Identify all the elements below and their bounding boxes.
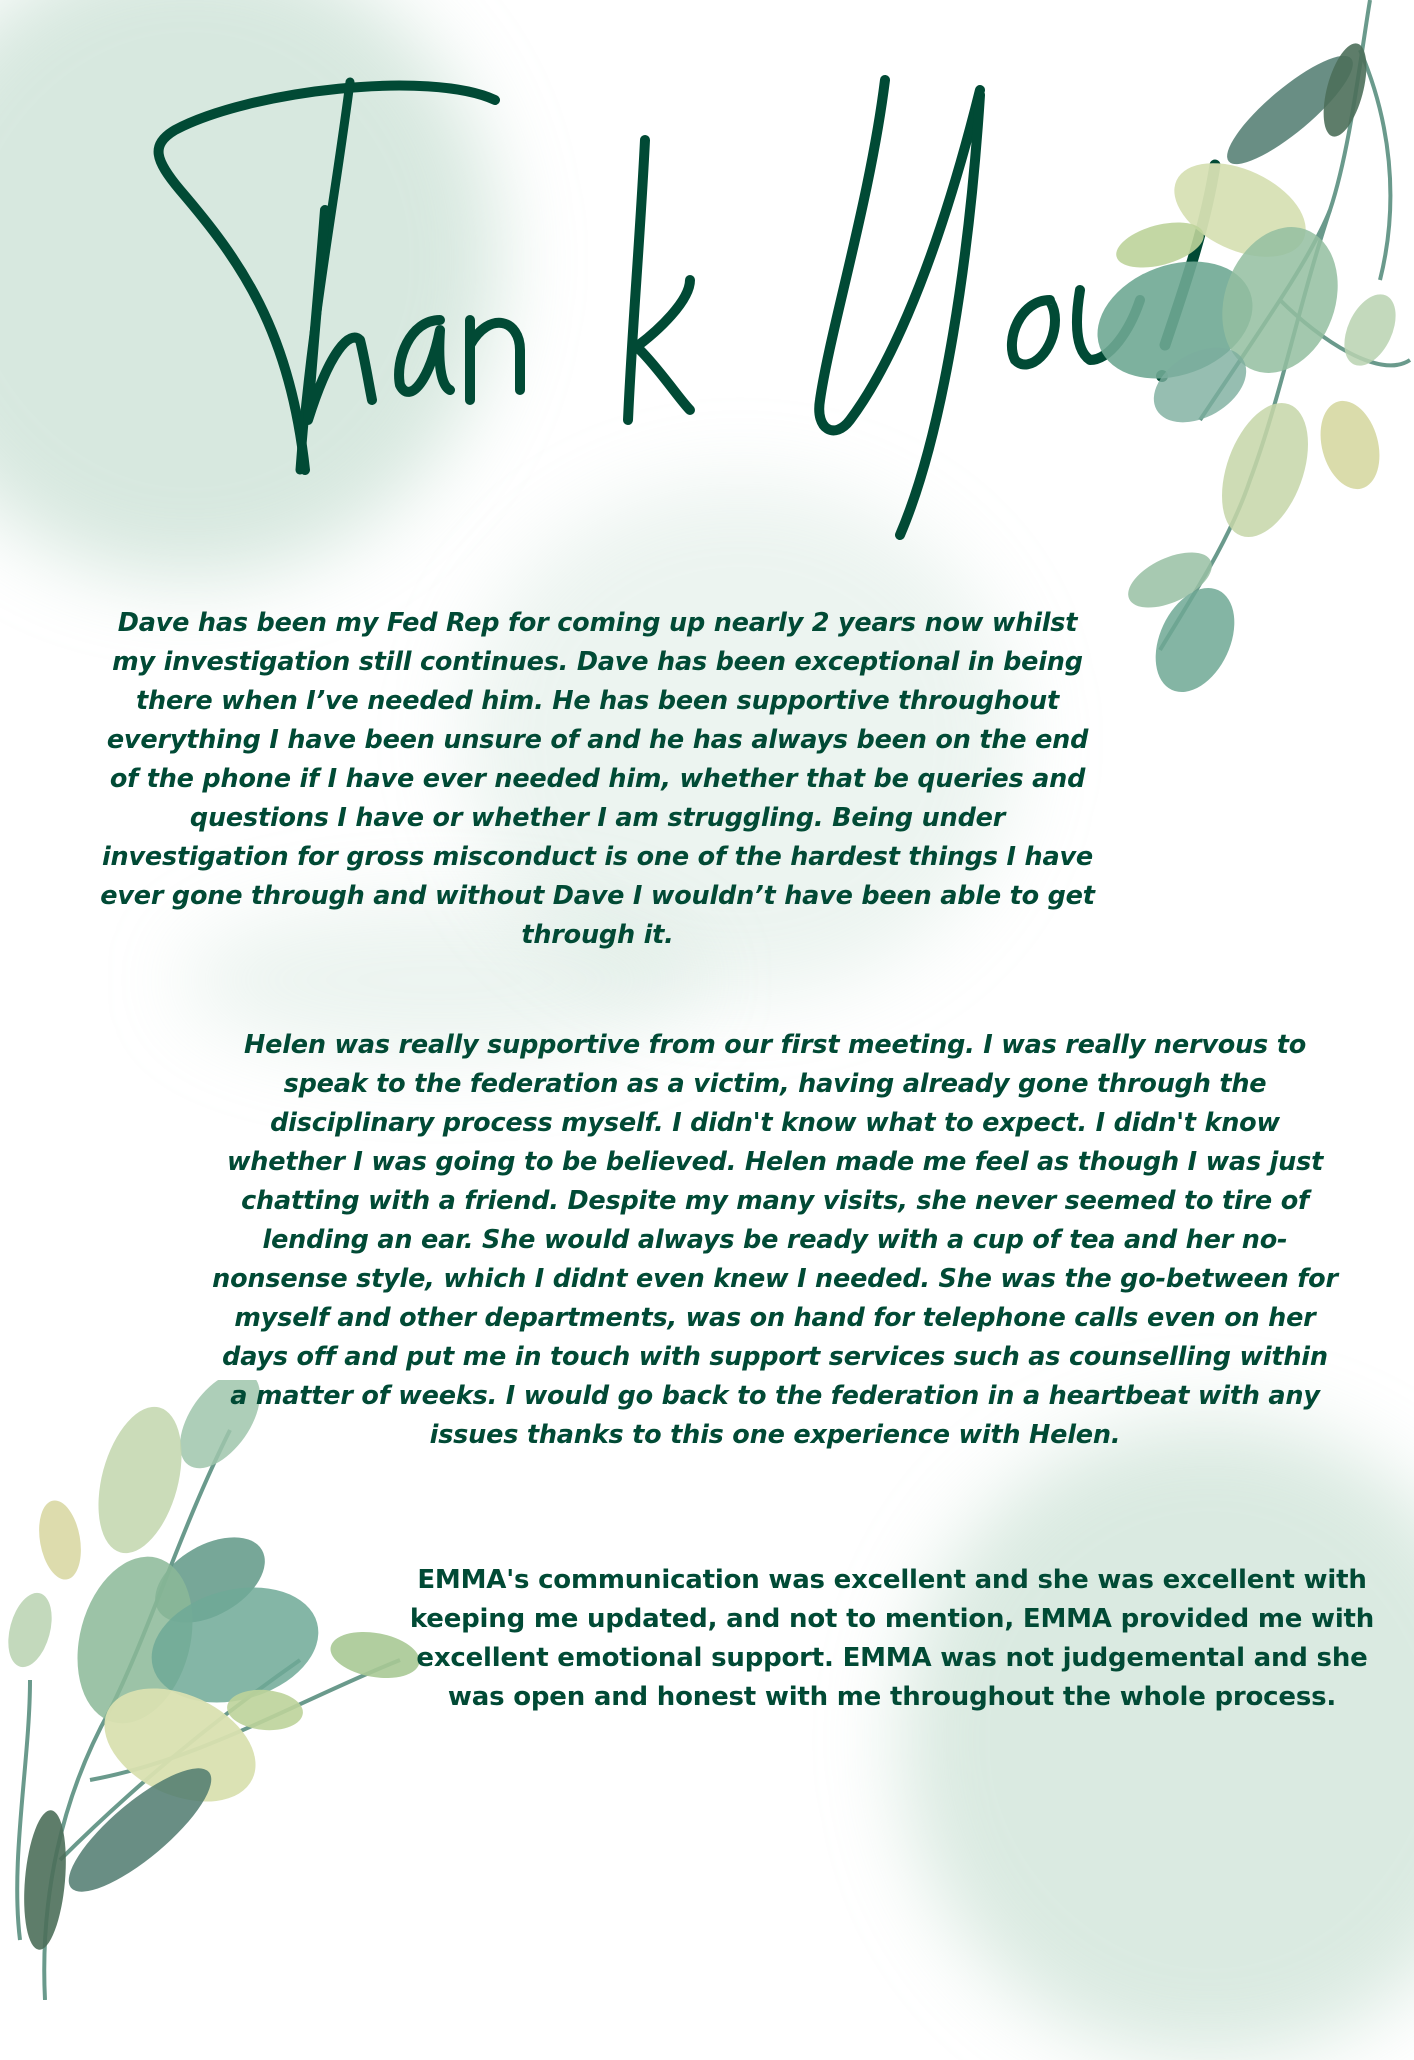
leaf [33, 1497, 86, 1583]
leaf-decoration-bottom-left [0, 1380, 440, 2000]
testimonial-dave: Dave has been my Fed Rep for coming up nearly 2 years now whilst my investigation still continues. Dave has been exceptional in being there when I’ve needed him. He has been supportive throughout everything I have been unsure of and he has always been on the end of the phone if I have ever needed him, whether that be queries and questions I have or whether I am struggling. Being under investigation for gross misconduct is one of the hardest things I have ever gone through and without Dave I wouldn’t have been able to get through it. [100, 608, 1095, 950]
watercolor-wash-bottom-right [900, 1420, 1414, 2060]
leaf [1311, 394, 1388, 495]
leaf-decoration-top-right [1080, 0, 1414, 720]
testimonial-emma: EMMA's communication was excellent and she was excellent with keeping me updated, and not to mention, EMMA provided me with excellent emotional support. EMMA was not judgemental and she was open and honest with me throughout the whole process. [409, 1565, 1375, 1712]
leaf [1205, 391, 1324, 549]
leaf [1, 1588, 59, 1672]
leaf [1334, 286, 1406, 373]
testimonial-helen: Helen was really supportive from our first meeting. I was really nervous to speak to the federation as a victim, having already gone through the disciplinary process myself. I didn't know what to expect. I didn't know whether I was going to be believed. Helen made me feel as though I was just chatting with a friend. Despite my many visits, she never seemed to tire of lending an ear. She would always be ready with a cup of tea and her no-nonsense style, which I didnt even knew I needed. She was the go-between for myself and other departments, was on hand for telephone calls even on her days off and put me in touch with support services such as counselling within a matter of weeks. I would go back to the federation in a heartbeat with any issues thanks to this one experience with Helen. [212, 1030, 1338, 1450]
leaf [84, 1398, 196, 1563]
